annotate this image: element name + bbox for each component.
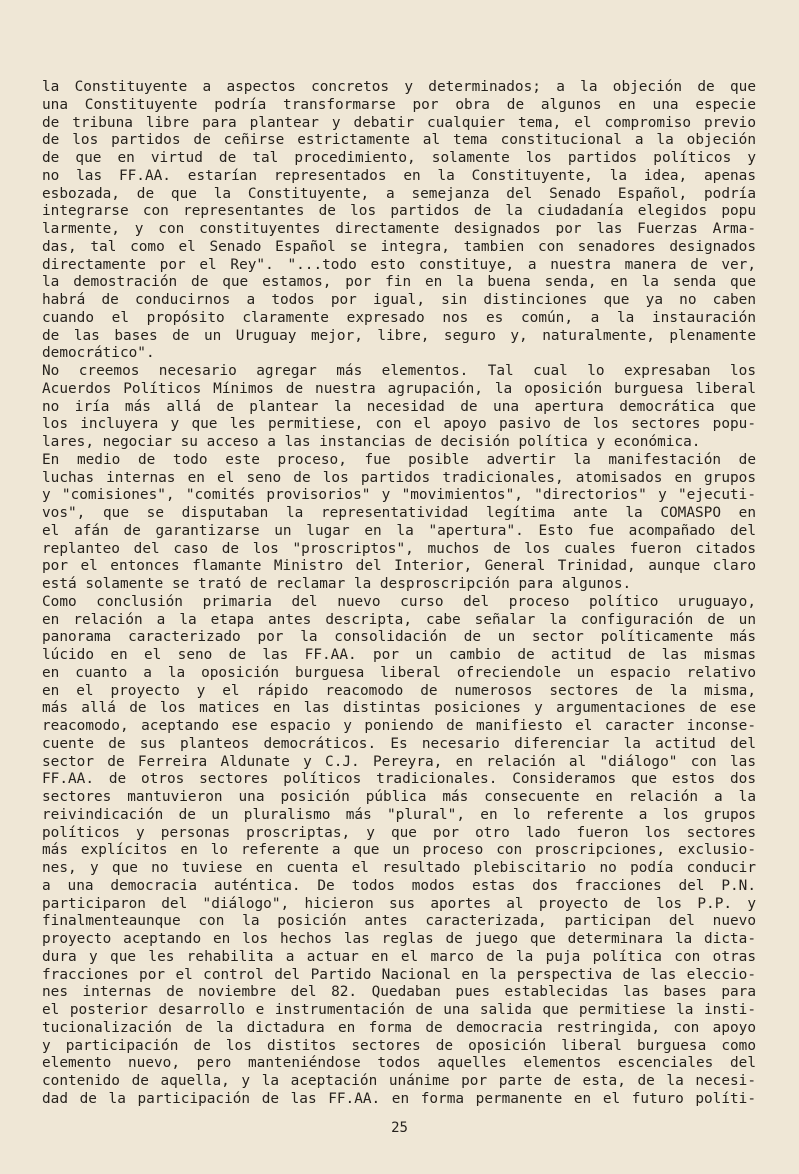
text-line: No creemos necesario agregar más elementos. Tal cual lo expresaban los: [42, 363, 756, 379]
text-line: fracciones por el control del Partido Nacional en la perspectiva de las eleccio-: [42, 966, 756, 983]
text-line: Como conclusión primaria del nuevo curso del proceso político uruguayo,: [42, 593, 756, 610]
text-line: en relación a la etapa antes descripta, cabe señalar la configuración de un: [42, 611, 756, 628]
text-line: En medio de todo este proceso, fue posible advertir la manifestación de: [42, 451, 756, 468]
text-line: habrá de conducirnos a todos por igual, sin distinciones que ya no caben: [42, 292, 756, 308]
text-line: nes internas de noviembre del 82. Quedaban pues establecidas las bases para: [42, 984, 756, 1001]
text-line: dura y que les rehabilita a actuar en el marco de la puja política con otras: [42, 948, 756, 965]
text-line: replanteo del caso de los "proscriptos", muchos de los cuales fueron citados: [42, 540, 756, 557]
text-line: larmente, y con constituyentes directamente designados por las Fuerzas Arma-: [42, 221, 756, 237]
text-line: lares, negociar su acceso a las instancias de decisión política y económica.: [42, 434, 701, 450]
text-line: proyecto aceptando en los hechos las reglas de juego que determinara la dicta-: [42, 931, 756, 947]
text-line: los incluyera y que les permitiese, con el apoyo pasivo de los sectores popu-: [42, 416, 756, 433]
text-line: no las FF.AA. estarían representados en la Constituyente, la idea, apenas: [42, 167, 756, 184]
text-line: por el entonces flamante Ministro del Interior, General Trinidad, aunque claro: [42, 558, 756, 575]
text-line: nes, y que no tuviese en cuenta el resultado plebiscitario no podía conducir: [42, 860, 756, 876]
text-line: sectores mantuvieron una posición pública más consecuente en relación a la: [42, 789, 756, 805]
text-line: la Constituyente a aspectos concretos y determinados; a la objeción de que: [42, 79, 756, 95]
text-line: está solamente se trató de reclamar la desproscripción para algunos.: [42, 576, 632, 592]
text-line: Acuerdos Políticos Mínimos de nuestra agrupación, la oposición burguesa liberal: [42, 380, 756, 397]
text-line: cuando el propósito claramente expresado nos es común, a la instauración: [42, 309, 756, 326]
body-text: [42, 79, 756, 1109]
text-line: y "comisiones", "comités provisorios" y "movimientos", "directorios" y "ejecuti-: [42, 487, 756, 504]
text-line: la demostración de que estamos, por fin en la buena senda, en la senda que: [42, 274, 756, 291]
text-line: vos", que se disputaban la representatividad legítima ante la COMASPO en: [42, 505, 756, 521]
text-line: de tribuna libre para plantear y debatir cualquier tema, el compromiso previo: [42, 114, 756, 131]
text-line: en cuanto a la oposición burguesa liberal ofreciendole un espacio relativo: [42, 664, 756, 681]
text-line: reacomodo, aceptando ese espacio y poniendo de manifiesto el caracter inconse-: [42, 718, 756, 734]
text-line: el posterior desarrollo e instrumentación de una salida que permitiese la insti-: [42, 1002, 756, 1018]
text-line: el afán de garantizarse un lugar en la "apertura". Esto fue acompañado del: [42, 522, 756, 539]
text-line: de que en virtud de tal procedimiento, solamente los partidos políticos y: [42, 150, 756, 166]
text-line: finalmenteaunque con la posición antes caracterizada, participan del nuevo: [42, 913, 756, 930]
text-line: tucionalización de la dictadura en forma de democracia restringida, con apoyo: [42, 1019, 756, 1036]
text-line: esbozada, de que la Constituyente, a semejanza del Senado Español, podría: [42, 185, 756, 202]
text-line: FF.AA. de otros sectores políticos tradicionales. Consideramos que estos dos: [42, 771, 756, 788]
text-line: políticos y personas proscriptas, y que por otro lado fueron los sectores: [42, 824, 756, 841]
text-line: más allá de los matices en las distintas posiciones y argumentaciones de ese: [42, 700, 756, 717]
text-line: sector de Ferreira Aldunate y C.J. Pereyra, en relación al "diálogo" con las: [42, 753, 756, 770]
text-line: más explícitos en lo referente a que un proceso con proscripciones, exclusio-: [42, 842, 756, 859]
text-line: cuente de sus planteos democráticos. Es necesario diferenciar la actitud del: [42, 735, 756, 752]
text-line: contenido de aquella, y la aceptación unánime por parte de esta, de la necesi-: [42, 1073, 756, 1089]
text-line: de las bases de un Uruguay mejor, libre, seguro y, naturalmente, plenamente: [42, 327, 756, 344]
text-line: de los partidos de ceñirse estrictamente al tema constitucional a la objeción: [42, 132, 756, 149]
text-line: das, tal como el Senado Español se integra, tambien con senadores designados: [42, 238, 756, 255]
text-line: participaron del "diálogo", hicieron sus aportes al proyecto de los P.P. y: [42, 895, 756, 912]
text-line: democrático".: [42, 345, 155, 362]
text-line: reivindicación de un pluralismo más "plural", en lo referente a los grupos: [42, 806, 756, 823]
text-line: en el proyecto y el rápido reacomodo de numerosos sectores de la misma,: [42, 682, 756, 699]
text-line: no iría más allá de plantear la necesidad de una apertura democrática que: [42, 398, 756, 415]
text-line: una Constituyente podría transformarse por obra de algunos en una especie: [42, 96, 756, 113]
text-line: luchas internas en el seno de los partidos tradicionales, atomisados en grupos: [42, 469, 756, 486]
text-line: integrarse con representantes de los partidos de la ciudadanía elegidos popu: [42, 203, 756, 220]
text-line: elemento nuevo, pero manteniéndose todos aquelles elementos escenciales del: [42, 1055, 756, 1072]
text-line: directamente por el Rey". "...todo esto constituye, a nuestra manera de ver,: [42, 256, 756, 273]
text-line: y participación de los distitos sectores de oposición liberal burguesa como: [42, 1037, 756, 1054]
page-number: 25: [391, 1120, 408, 1136]
text-line: a una democracia auténtica. De todos modos estas dos fracciones del P.N.: [42, 877, 756, 894]
text-line: dad de la participación de las FF.AA. en forma permanente en el futuro políti-: [42, 1090, 756, 1107]
text-line: panorama caracterizado por la consolidación de un sector políticamente más: [42, 629, 756, 646]
text-line: lúcido en el seno de las FF.AA. por un cambio de actitud de las mismas: [42, 647, 756, 663]
